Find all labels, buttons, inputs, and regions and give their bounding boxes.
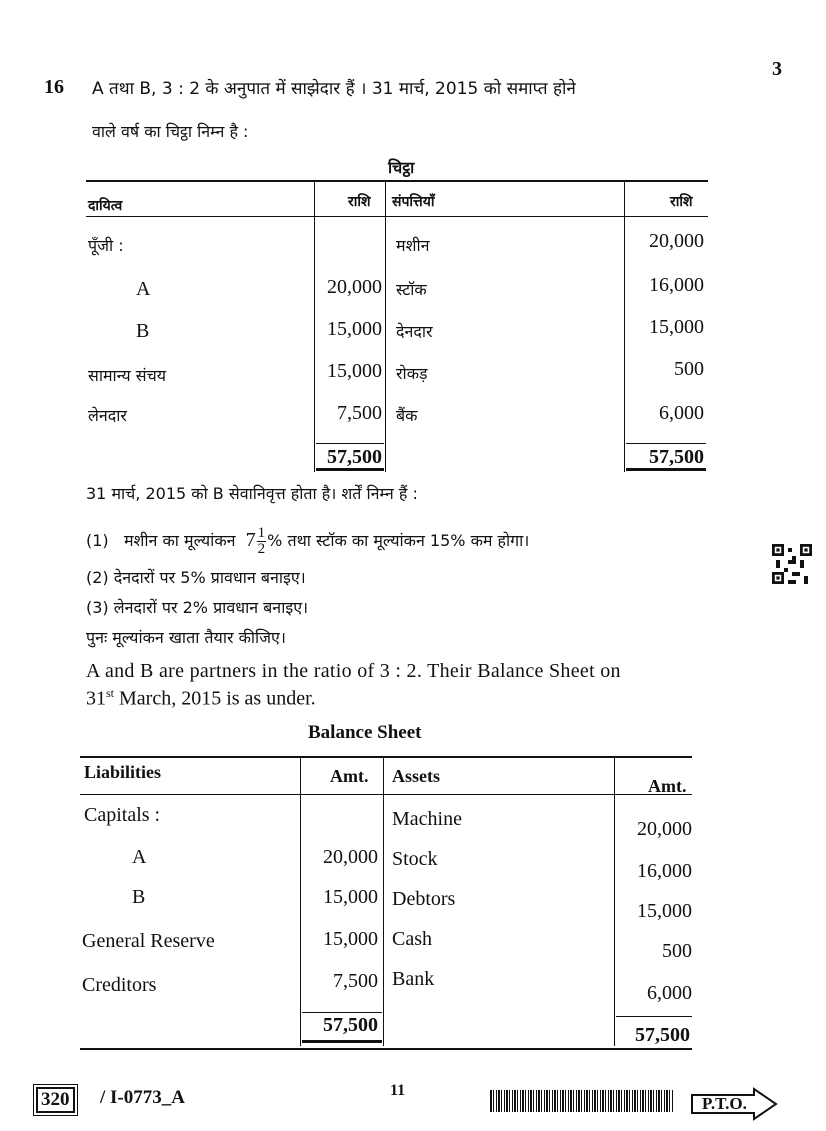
barcode-icon: [490, 1090, 674, 1112]
english-row-asset: Bank: [392, 968, 435, 990]
hindi-condition-3: (3) लेनदारों पर 2% प्रावधान बनाइए।: [86, 598, 309, 617]
english-row-label: Creditors: [82, 974, 157, 996]
condition-1-text-a: मशीन का मूल्यांकन: [123, 531, 236, 550]
hindi-row-amount: 7,500: [337, 402, 382, 424]
condition-1-text-b: % तथा स्टॉक का मूल्यांकन 15% कम होगा।: [267, 531, 530, 550]
english-total-assets: 57,500: [635, 1024, 690, 1046]
hindi-row-asset: बैंक: [396, 406, 418, 425]
hindi-total-assets: 57,500: [649, 446, 704, 468]
english-row-asset-amount: 16,000: [637, 860, 692, 882]
english-row-asset: Debtors: [392, 888, 456, 910]
footer-paper-code: / I-0773_A: [100, 1087, 185, 1108]
condition-1-fraction: [257, 526, 267, 557]
hindi-row-asset: मशीन: [396, 236, 430, 255]
english-row-amount: 15,000: [323, 928, 378, 950]
english-row-label: B: [132, 886, 146, 908]
english-total-liabilities: 57,500: [323, 1014, 378, 1036]
hindi-row-label: A: [136, 278, 151, 300]
fraction-denominator: 2: [257, 541, 266, 557]
english-row-amount: 7,500: [333, 970, 378, 992]
english-row-asset: Machine: [392, 808, 462, 830]
english-row-asset-amount: 500: [662, 940, 692, 962]
english-intro-line1: A and B are partners in the ratio of 3 : 2. Their Balance Sheet on: [86, 660, 621, 682]
hindi-row-amount: 15,000: [327, 360, 382, 382]
question-marks: 3: [772, 58, 782, 80]
hindi-condition-1: [86, 526, 529, 557]
english-row-amount: 20,000: [323, 846, 378, 868]
hindi-condition-intro: 31 मार्च, 2015 को B सेवानिवृत्त होता है। शर्तें निम्न हैं :: [86, 484, 418, 503]
hindi-row-label: पूँजी :: [88, 236, 124, 255]
hindi-condition-2: (2) देनदारों पर 5% प्रावधान बनाइए।: [86, 568, 306, 587]
hindi-intro-line2: वाले वर्ष का चिट्ठा निम्न है :: [92, 122, 249, 141]
hindi-row-amount: 15,000: [327, 318, 382, 340]
english-row-asset: Cash: [392, 928, 432, 950]
hindi-header-liabilities: दायित्व: [88, 198, 123, 214]
english-row-label: A: [132, 846, 147, 868]
english-row-label: General Reserve: [82, 930, 215, 952]
hindi-row-asset-amount: 500: [674, 358, 704, 380]
condition-1-number: (1): [86, 531, 109, 550]
english-row-amount: 15,000: [323, 886, 378, 908]
hindi-row-asset-amount: 16,000: [649, 274, 704, 296]
english-row-asset-amount: 15,000: [637, 900, 692, 922]
footer-series-box: 320: [36, 1087, 75, 1113]
question-number: 16: [44, 76, 64, 98]
hindi-row-asset: स्टॉक: [396, 280, 427, 299]
english-header-amount: Amt.: [330, 766, 369, 786]
english-intro-line2: [86, 686, 316, 711]
intro-rest: March, 2015 is as under.: [114, 687, 316, 710]
english-table-title: Balance Sheet: [308, 722, 422, 743]
english-row-asset-amount: 20,000: [637, 818, 692, 840]
hindi-row-label: B: [136, 320, 150, 342]
intro-day: 31: [86, 687, 106, 710]
hindi-row-asset-amount: 20,000: [649, 230, 704, 252]
hindi-row-asset-amount: 6,000: [659, 402, 704, 424]
hindi-row-asset: देनदार: [396, 322, 433, 341]
pto-label: P.T.O.: [702, 1094, 747, 1113]
hindi-header-amount: राशि: [348, 194, 371, 210]
hindi-table-title: चिट्ठा: [388, 158, 415, 177]
hindi-intro-line1: A तथा B, 3 : 2 के अनुपात में साझेदार हैं । 31 मार्च, 2015 को समाप्त होने: [92, 79, 576, 99]
intro-day-suffix: st: [106, 686, 115, 700]
hindi-row-label: लेनदार: [88, 406, 127, 425]
pto-arrow: [690, 1087, 780, 1125]
hindi-header-amount-2: राशि: [670, 194, 693, 210]
hindi-total-liabilities: 57,500: [327, 446, 382, 468]
english-header-assets: Assets: [392, 766, 440, 786]
qr-code-icon: [772, 544, 812, 584]
english-row-asset: Stock: [392, 848, 438, 870]
hindi-task: पुनः मूल्यांकन खाता तैयार कीजिए।: [86, 628, 286, 647]
fraction-numerator: 1: [257, 525, 266, 541]
hindi-row-asset: रोकड़: [396, 364, 428, 383]
condition-1-whole: 7: [245, 529, 256, 551]
english-header-liabilities: Liabilities: [84, 762, 162, 782]
english-header-amount-2: Amt.: [648, 776, 687, 796]
hindi-row-amount: 20,000: [327, 276, 382, 298]
english-row-asset-amount: 6,000: [647, 982, 692, 1004]
hindi-row-label: सामान्य संचय: [88, 366, 167, 385]
hindi-row-asset-amount: 15,000: [649, 316, 704, 338]
hindi-header-assets: संपत्तियाँ: [392, 194, 435, 210]
footer-page-number: 11: [390, 1082, 406, 1099]
english-row-label: Capitals :: [84, 804, 161, 826]
